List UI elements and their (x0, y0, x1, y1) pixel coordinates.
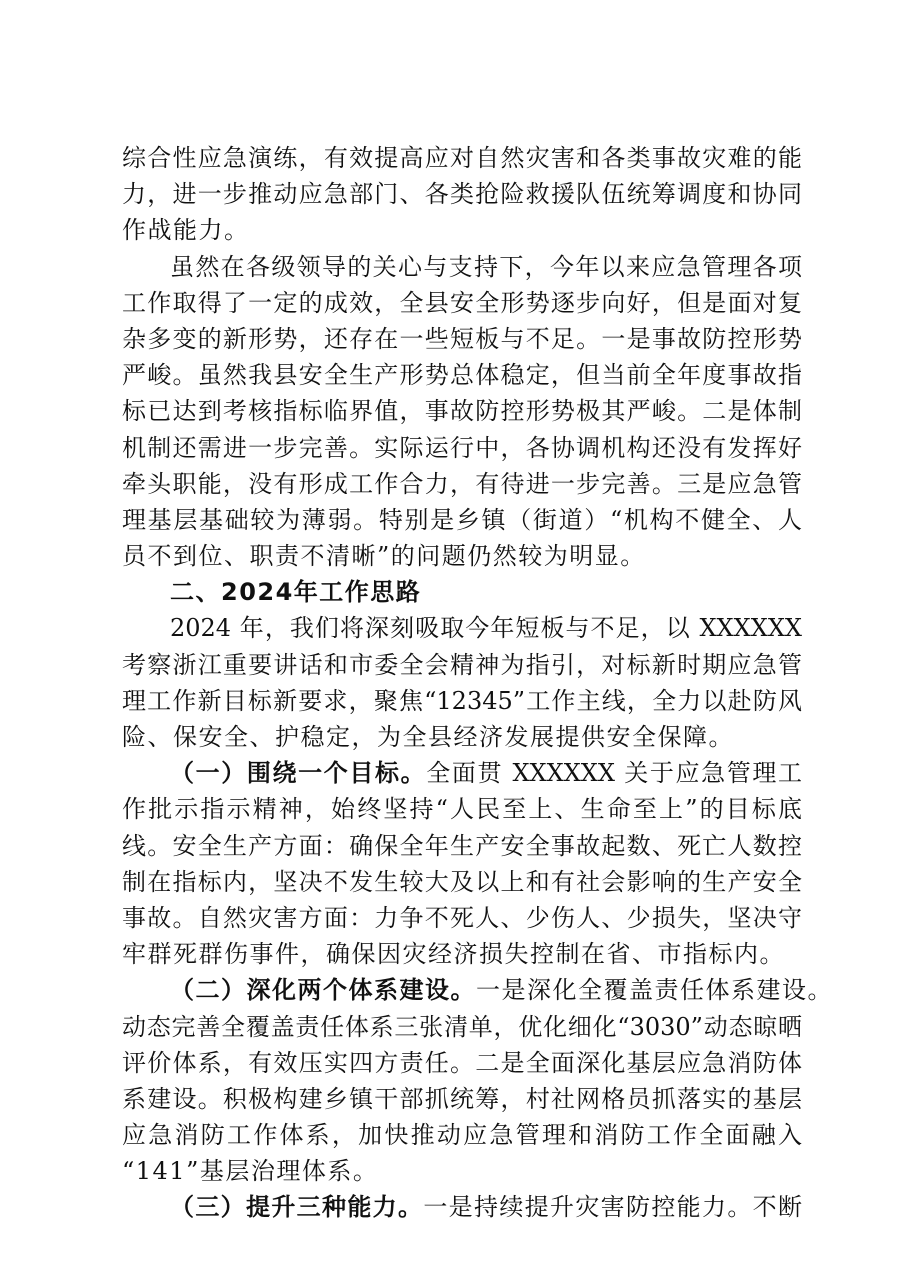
text-line: 机制还需进一步完善。实际运行中，各协调机构还没有发挥好 (122, 433, 802, 462)
text-line: 制在指标内，坚决不发生较大及以上和有社会影响的生产安全 (122, 867, 802, 896)
section-heading: 二、2024年工作思路 (170, 578, 422, 607)
text-line: 系建设。积极构建乡镇干部抓统筹，村社网格员抓落实的基层 (122, 1084, 802, 1113)
text-line (122, 1189, 802, 1225)
subsection-title: （一）围绕一个目标。 (170, 758, 427, 788)
line-text: 一是深化全覆盖责任体系建设。 (476, 976, 833, 1005)
text-line: “141”基层治理体系。 (122, 1157, 379, 1186)
line-text: 一是持续提升灾害防控能力。不断 (423, 1193, 803, 1222)
text-line: 作批示指示精神，始终坚持“人民至上、生命至上”的目标底 (122, 795, 802, 824)
text-line: 评价体系，有效压实四方责任。二是全面深化基层应急消防体 (122, 1048, 802, 1077)
text-line: 理工作新目标新要求，聚焦“12345”工作主线，全力以赴防风 (122, 686, 802, 715)
text-line: 线。安全生产方面：确保全年生产安全事故起数、死亡人数控 (122, 831, 802, 860)
text-line: 综合性应急演练，有效提高应对自然灾害和各类事故灾难的能 (122, 144, 802, 172)
text-line: 牵头职能，没有形成工作合力，有待进一步完善。三是应急管 (122, 469, 802, 498)
line-text: 全面贯 XXXXXX 关于应急管理工 (426, 759, 802, 788)
text-line: 工作取得了一定的成效，全县安全形势逐步向好，但是面对复 (122, 288, 802, 317)
text-line: 牢群死群伤事件，确保因灾经济损失控制在省、市指标内。 (122, 940, 785, 969)
text-line: 杂多变的新形势，还存在一些短板与不足。一是事故防控形势 (122, 324, 802, 353)
subsection-title: （三）提升三种能力。 (170, 1192, 424, 1222)
text-line: 员不到位、职责不清晰”的问题仍然较为明显。 (122, 542, 646, 571)
text-line: 事故。自然灾害方面：力争不死人、少伤人、少损失，坚决守 (122, 903, 802, 932)
text-line: 应急消防工作体系，加快推动应急管理和消防工作全面融入 (122, 1121, 802, 1150)
document-page (122, 140, 833, 1226)
text-line: 标已达到考核指标临界值，事故防控形势极其严峻。二是体制 (122, 397, 802, 426)
text-line: 作战能力。 (122, 216, 250, 245)
text-line: 力，进一步推动应急部门、各类抢险救援队伍统筹调度和协同 (122, 180, 802, 209)
text-line: 2024 年，我们将深刻吸取今年短板与不足，以 XXXXXX (170, 614, 802, 643)
text-line: 严峻。虽然我县安全生产形势总体稳定，但当前全年度事故指 (122, 361, 802, 390)
text-line (122, 972, 833, 1008)
subsection-title: （二）深化两个体系建设。 (170, 975, 476, 1005)
text-line: 虽然在各级领导的关心与支持下，今年以来应急管理各项 (170, 252, 802, 281)
text-line: 考察浙江重要讲话和市委全会精神为指引，对标新时期应急管 (122, 650, 802, 679)
text-line (122, 755, 802, 791)
text-line: 险、保安全、护稳定，为全县经济发展提供安全保障。 (122, 723, 734, 751)
text-line: 理基层基础较为薄弱。特别是乡镇（街道）“机构不健全、人 (122, 505, 802, 534)
text-line: 动态完善全覆盖责任体系三张清单，优化细化“3030”动态晾晒 (122, 1012, 802, 1041)
